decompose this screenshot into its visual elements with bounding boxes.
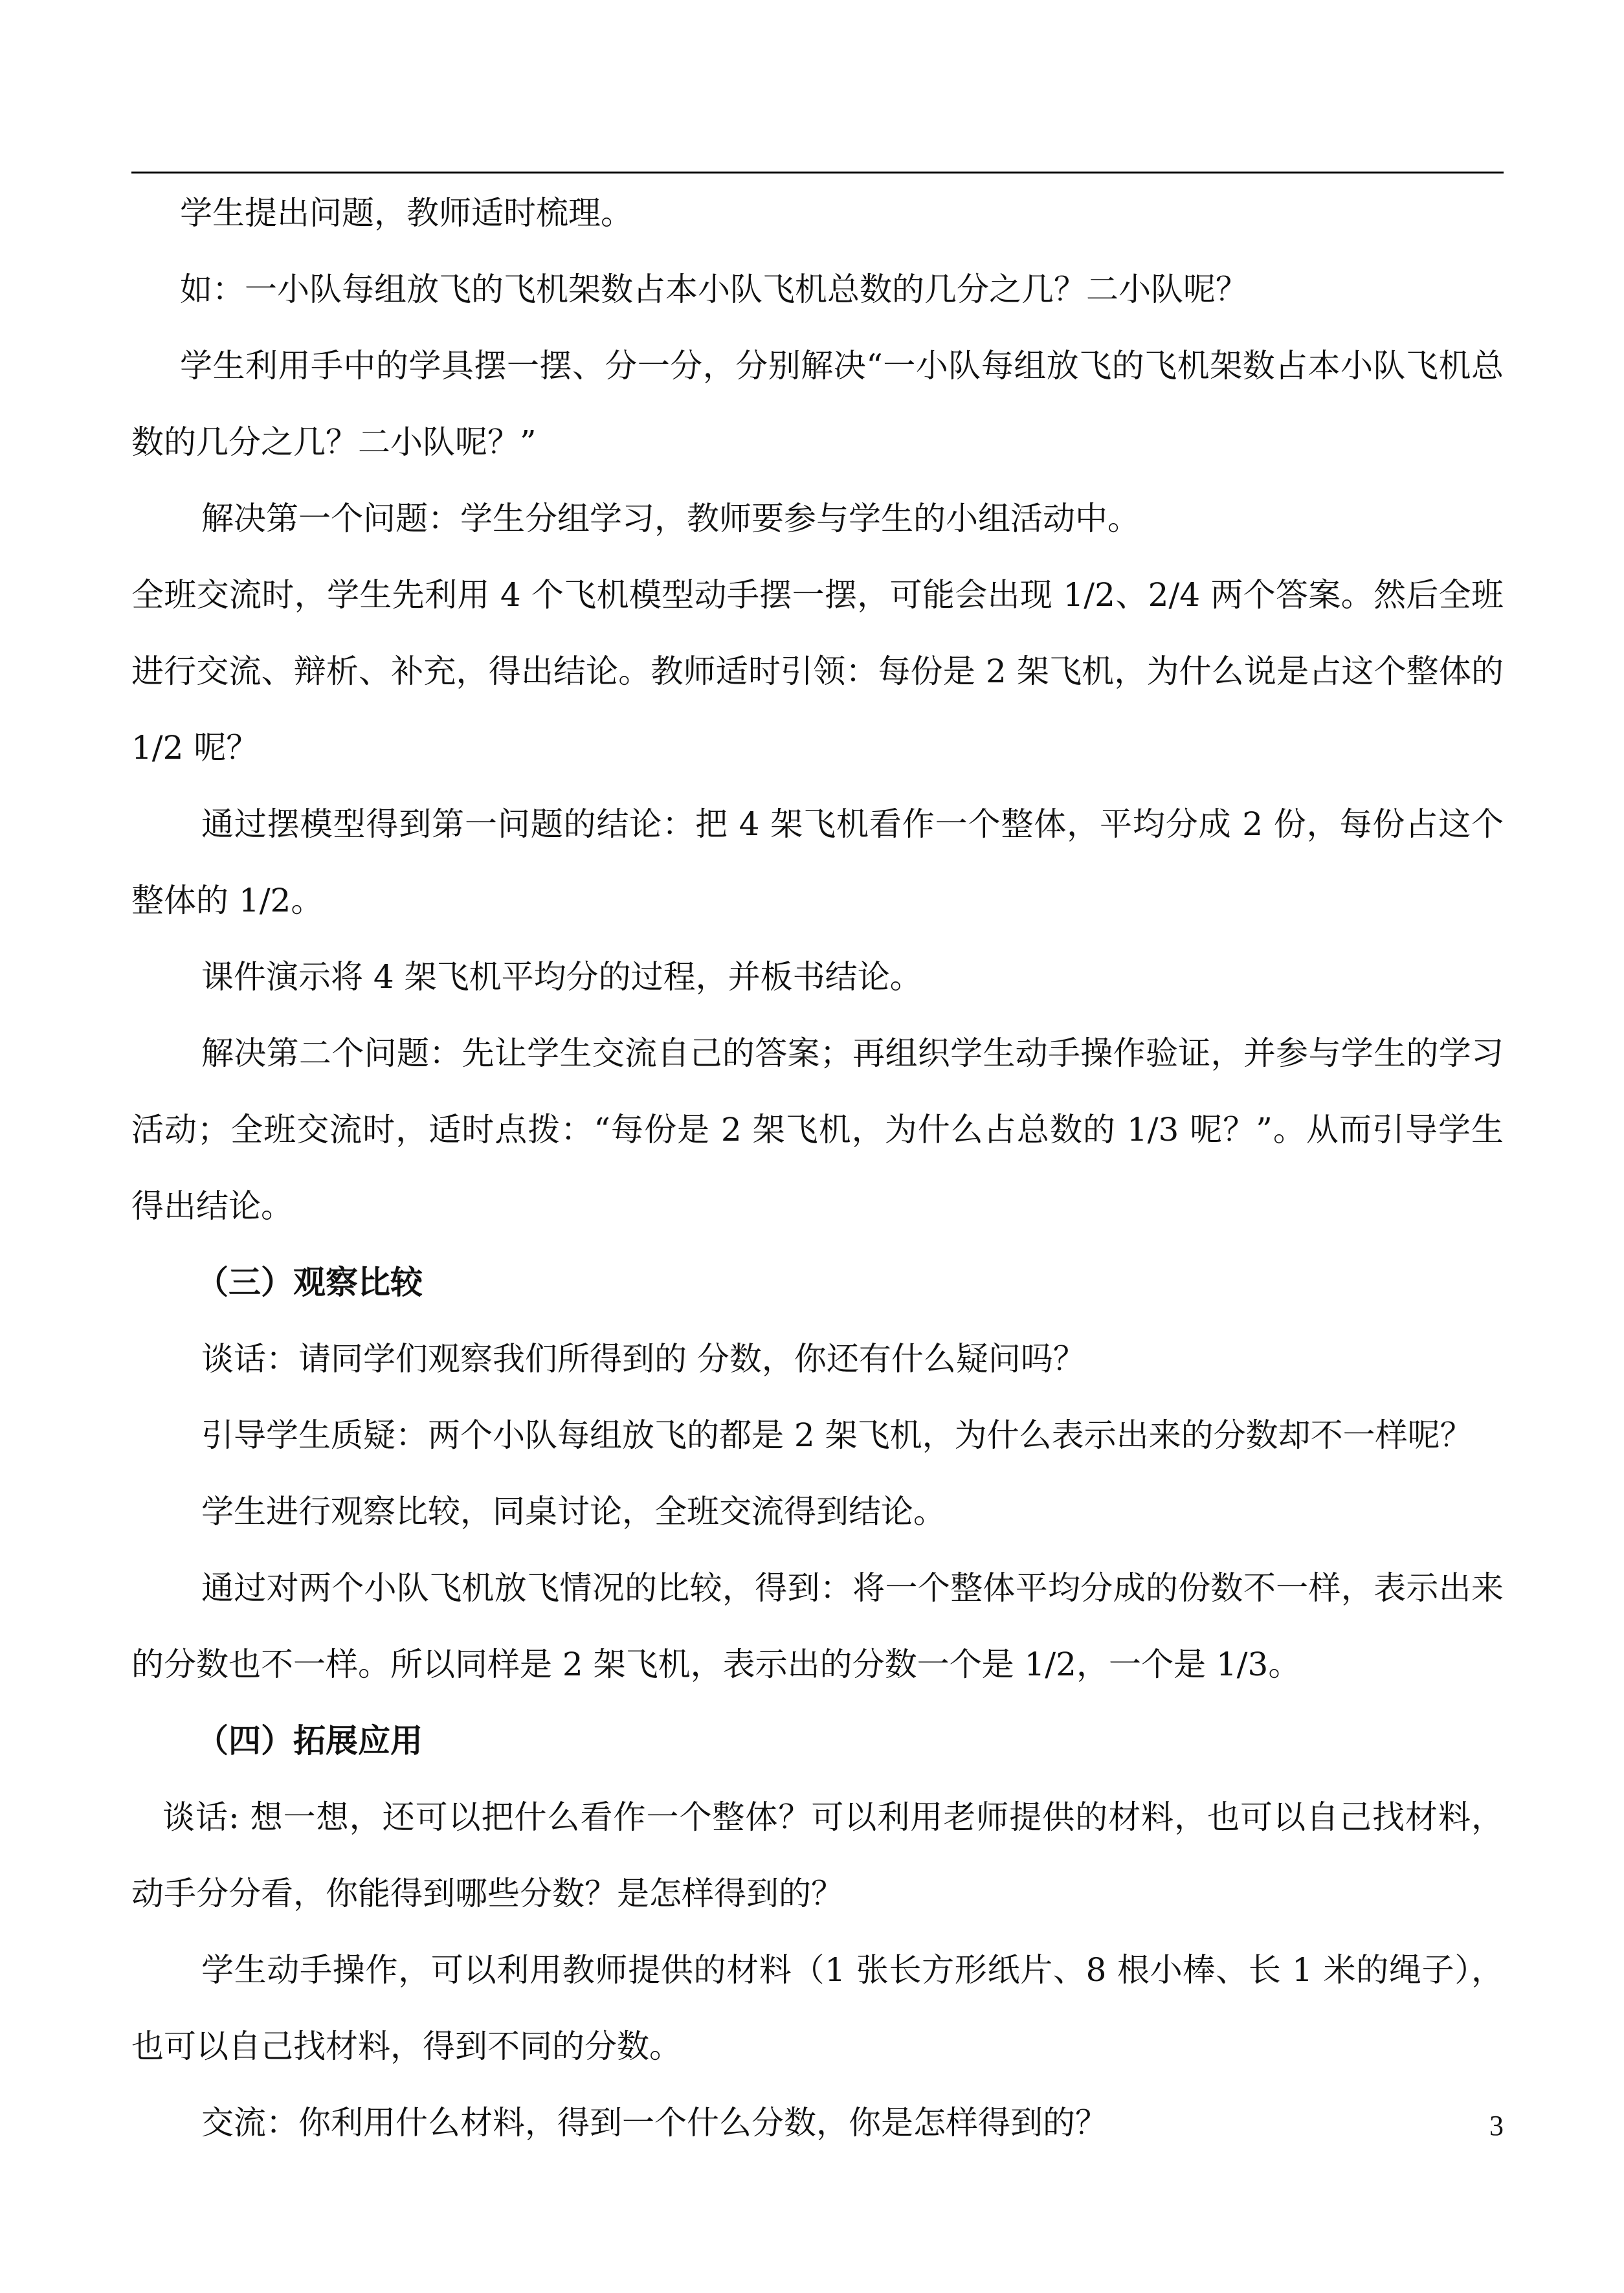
paragraph: 学生利用手中的学具摆一摆、分一分，分别解决“一小队每组放飞的飞机架数占本小队飞机总数的几分之几？二小队呢？” — [131, 347, 1504, 461]
paragraph: 通过对两个小队飞机放飞情况的比较，得到：将一个整体平均分成的份数不一样，表示出来的分数也不一样。所以同样是 2 架飞机，表示出的分数一个是 1/2，一个是 1/3。 — [131, 1569, 1504, 1683]
paragraph: 引导学生质疑：两个小队每组放飞的都是 2 架飞机，为什么表示出来的分数却不一样呢？ — [201, 1416, 1473, 1454]
paragraph: 解决第二个问题：先让学生交流自己的答案；再组织学生动手操作验证，并参与学生的学习活动；全班交流时，适时点拨：“每份是 2 架飞机，为什么占总数的 1/3 呢？”。从而引导学生得出结论。 — [131, 1035, 1504, 1225]
section-heading: （三）观察比较 — [196, 1263, 423, 1301]
paragraph: 解决第一个问题：学生分组学习，教师要参与学生的小组活动中。 — [201, 500, 1140, 537]
paragraph: 谈话: 想一想，还可以把什么看作一个整体？可以利用老师提供的材料，也可以自己找材料，动手分分看，你能得到哪些分数？是怎样得到的？ — [131, 1798, 1504, 1912]
page-number: 3 — [1489, 2110, 1504, 2142]
paragraph: 如：一小队每组放飞的飞机架数占本小队飞机总数的几分之几？二小队呢？ — [180, 271, 1248, 308]
paragraph: 学生进行观察比较，同桌讨论，全班交流得到结论。 — [201, 1493, 946, 1530]
paragraph: 学生动手操作，可以利用教师提供的材料（1 张长方形纸片、8 根小棒、长 1 米的绳子），也可以自己找材料，得到不同的分数。 — [131, 1951, 1504, 2065]
document-body — [131, 175, 1504, 2161]
paragraph: 通过摆模型得到第一问题的结论：把 4 架飞机看作一个整体，平均分成 2 份，每份占这个整体的 1/2。 — [131, 805, 1504, 919]
paragraph: 全班交流时，学生先利用 4 个飞机模型动手摆一摆，可能会出现 1/2、2/4 两个答案。然后全班进行交流、辩析、补充，得出结论。教师适时引领：每份是 2 架飞机，为什么说是占这个整体的 1/2 呢？ — [131, 576, 1504, 766]
paragraph: 交流：你利用什么材料，得到一个什么分数，你是怎样得到的？ — [201, 2104, 1107, 2142]
header-rule — [131, 172, 1504, 173]
paragraph: 谈话：请同学们观察我们所得到的 分数，你还有什么疑问吗？ — [201, 1340, 1085, 1378]
paragraph: 学生提出问题，教师适时梳理。 — [180, 194, 633, 232]
section-heading: （四）拓展应用 — [196, 1721, 423, 1760]
paragraph: 课件演示将 4 架飞机平均分的过程，并板书结论。 — [201, 958, 922, 996]
